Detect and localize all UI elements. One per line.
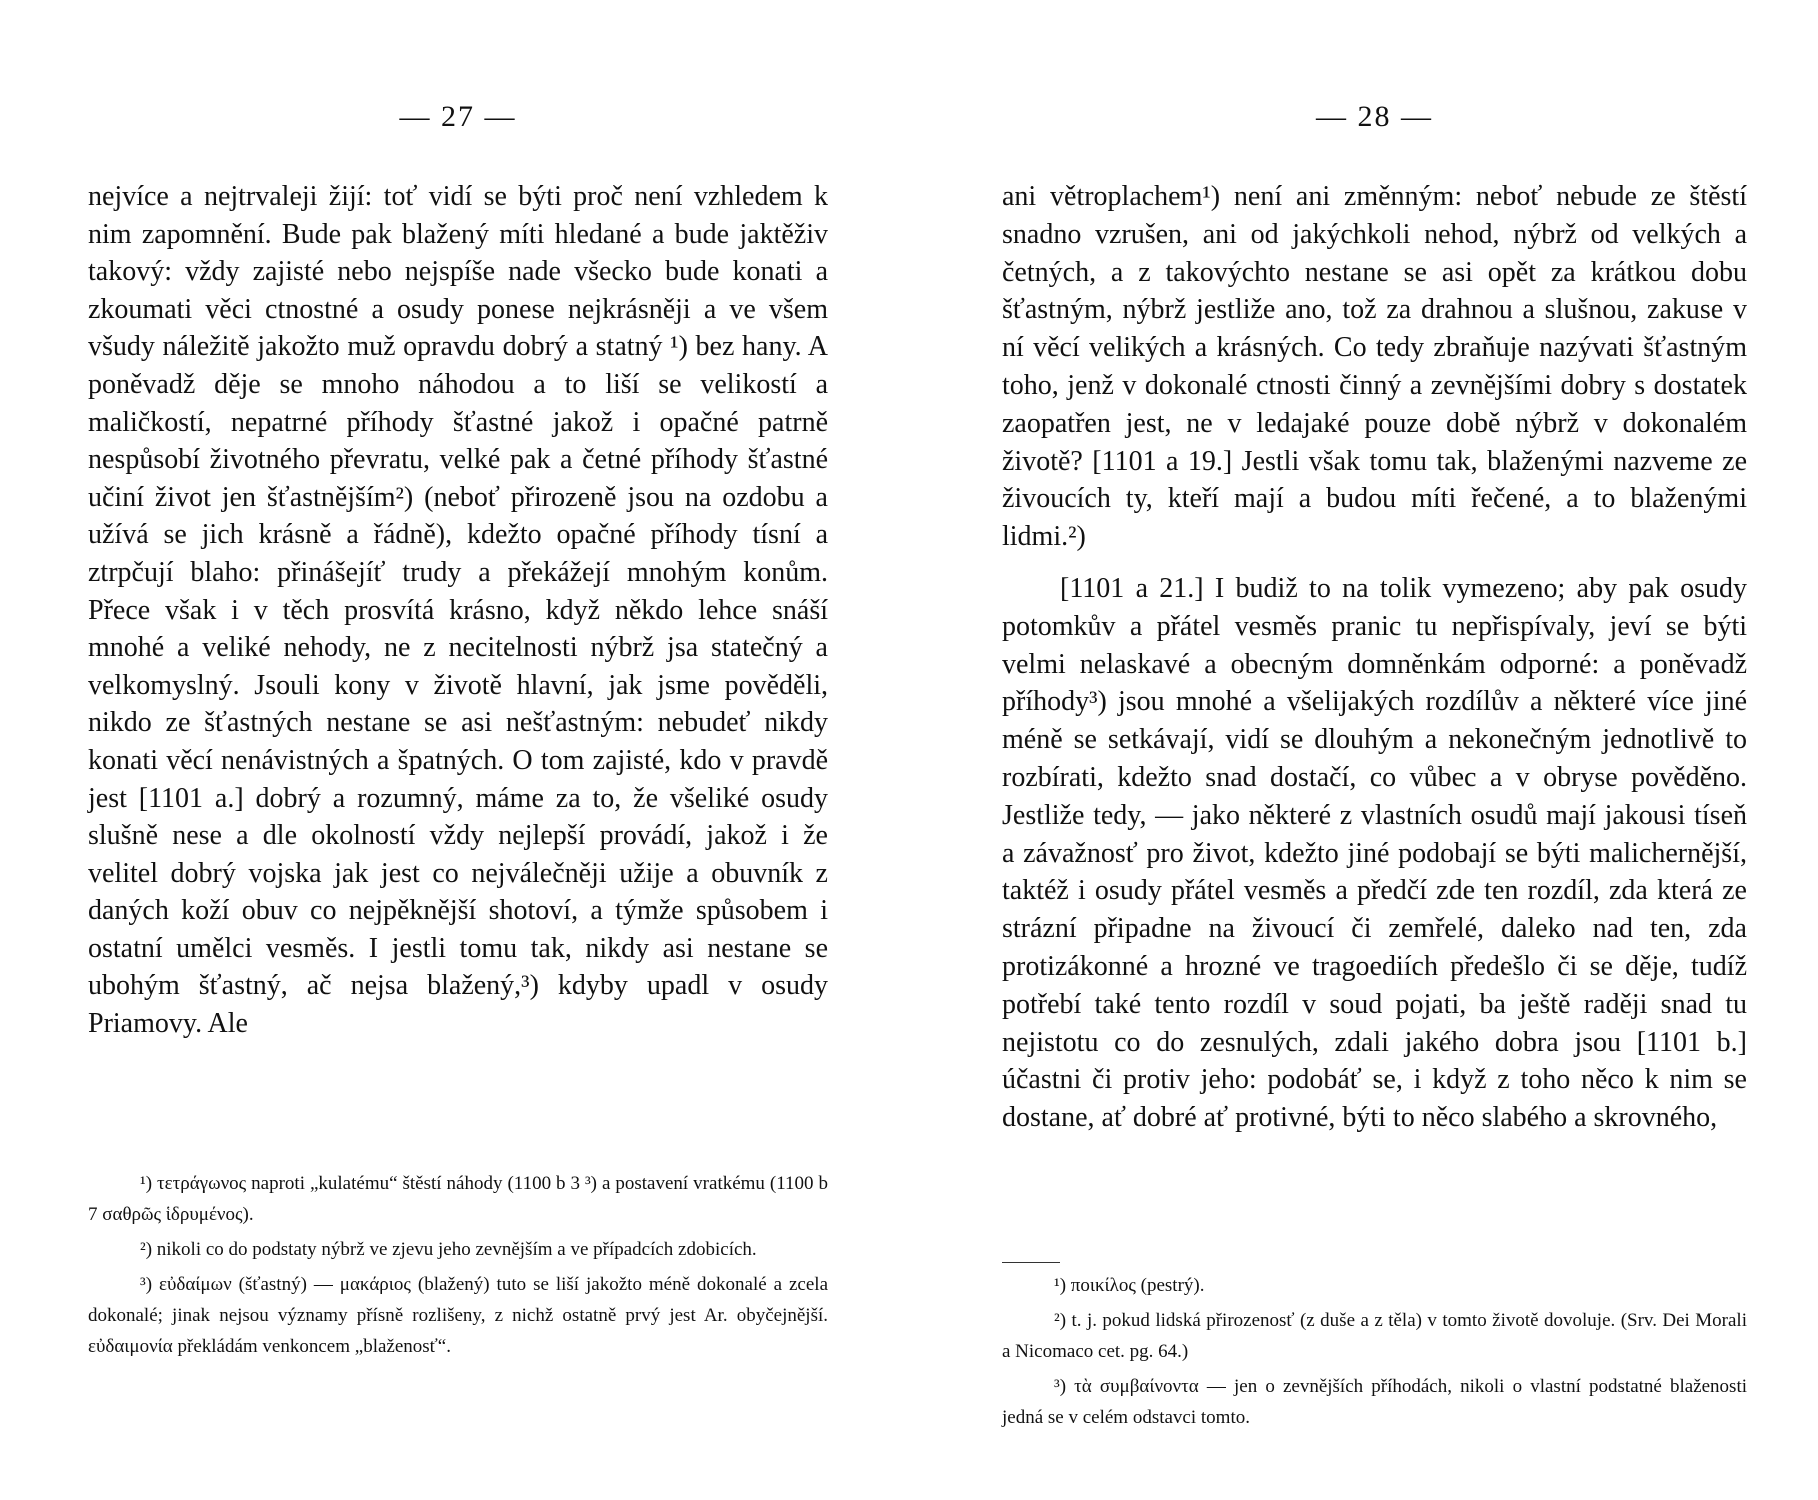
footnote-divider [1002,1262,1060,1263]
page-number-right: — 28 — [1316,100,1433,133]
left-footnote-1: ¹) τετράγωνος naproti „kulatému“ štěstí náhody (1100 b 3 ³) a postavení vratkému (1100 b 7 σαθρῶς ἱδρυμένος). [88,1173,828,1225]
page-number-left: — 27 — [399,100,517,133]
right-footnotes [1002,1270,1747,1437]
left-paragraph-1: nejvíce a nejtrvaleji žijí: toť vidí se býti proč není vzhledem k nim zapomnění. Bude pak blažený míti hledané a bude jaktěživ takový: vždy zajisté nebo nejspíše nade všecko bude konati a zkoumati věci ctnostné a osudy ponese nejkrásněji a ve všem všudy náležitě jakožto muž opravdu dobrý a statný ¹) bez hany. A poněvadž děje se mnoho náhodou a to liší se velikostí a maličkostí, nepatrné příhody šťastné jakož i opačné patrně nespůsobí životného převratu, velké pak a četné příhody šťastné učiní život jen šťastnějším²) (neboť přirozeně jsou na ozdobu a užívá se jich krásně a řádně), kdežto opačné příhody tísní a ztrpčují blaho: přinášejíť trudy a překážejí mnohým konům. Přece však i v těch prosvítá krásno, když někdo lehce snáší mnohé a veliké nehody, ne z necitelnosti nýbrž jsa statečný a velkomyslný. Jsouli kony v životě hlavní, jak jsme pověděli, nikdo ze šťastných nestane se asi nešťastným: nebudeť nikdy konati věcí nenávistných a špatných. O tom zajisté, kdo v pravdě jest [1101 a.] dobrý a rozumný, máme za to, že všeliké osudy slušně nese a dle okolností vždy nejlepší provádí, jakož i že velitel dobrý vojska jak jest co nejválečněji užije a obuvník z daných koží obuv co nejpěknější shotoví, a týmže spůsobem i ostatní umělci vesměs. I jestli tomu tak, nikdy asi nestane se ubohým šťastný, ač nejsa blažený,³) kdyby upadl v osudy Priamovy. Ale [88,181,828,1040]
left-footnote-3: ³) εὐδαίμων (šťastný) — μακάριος (blažený) tuto se liší jakožto méně dokonalé a zcela dokonalé; jinak nejsou významy přísně rozlišeny, z nichž ostatně prvý jest Ar. obyčejnější. εὐδαιμονία překládám venkoncem „blaženosť“. [88,1274,828,1357]
right-paragraph-1: ani větroplachem¹) není ani změnným: neboť nebude ze štěstí snadno vzrušen, ani od jakýchkoli nehod, nýbrž od velkých a četných, a z takovýchto nestane se asi opět za krátkou dobu šťastným, nýbrž jestliže ano, tož za drahnou a slušnou, zakuse v ní věcí velikých a krásných. Co tedy zbraňuje nazývati šťastným toho, jenž v dokonalé ctnosti činný a zevnějšími dobry s dostatek zaopatřen jest, ne v ledajaké pouze době nýbrž v dokonalém životě? [1101 a 19.] Jestli však tomu tak, blaženými nazveme ze živoucích ty, kteří mají a budou míti řečené, a to blaženými lidmi.²) [1002,181,1747,553]
right-footnote-2: ²) t. j. pokud lidská přirozenosť (z duše a z těla) v tomto životě dovoluje. (Srv. Dei Morali a Nicomaco cet. pg. 64.) [1002,1310,1747,1362]
left-footnote-2: ²) nikoli co do podstaty nýbrž ve zjevu jeho zevnějším a ve případcích zdobicích. [140,1239,757,1260]
left-page [88,0,828,1500]
right-footnote-3: ³) τὰ συμβαίνοντα — jen o zevnějších příhodách, nikoli o vlastní podstatné blaženosti jedná se v celém odstavci tomto. [1002,1376,1747,1428]
left-page-body [88,178,828,1043]
left-footnotes [88,1168,828,1366]
right-footnote-1: ¹) ποικίλος (pestrý). [1054,1275,1205,1296]
right-paragraph-2: [1101 a 21.] I budiž to na tolik vymezeno; aby pak osudy potomkův a přátel vesměs pranic tu nepřispívaly, jeví se býti velmi nelaskavé a obecným domněnkám odporné: a poněvadž příhody³) jsou mnohé a všelijakých rozdílův a některé více jiné méně se setkávají, vidí se dlouhým a nekonečným jednotlivě to rozbírati, kdežto snad dostačí, co vůbec a v obryse pověděno. Jestliže tedy, — jako některé z vlastních osudů mají jakousi tíseň a závažnosť pro život, kdežto jiné podobají se býti malichernější, taktéž i osudy přátel vesměs a předčí zde ten rozdíl, zda která ze strázní připadne na živoucí či zemřelé, daleko nad ten, zda protizákonné a hrozné ve tragoediích předešlo či se děje, tudíž potřebí také tento rozdíl v soud pojati, ba ještě raději snad tu nejistotu co do zesnulých, zdali jakého dobra jsou [1101 b.] účastni či protiv jeho: podobáť se, i když z toho něco k nim se dostane, ať dobré ať protivné, býti to něco slabého a skrovného, [1002,572,1747,1134]
right-page-body [1002,178,1747,1137]
right-page [1002,0,1747,1500]
